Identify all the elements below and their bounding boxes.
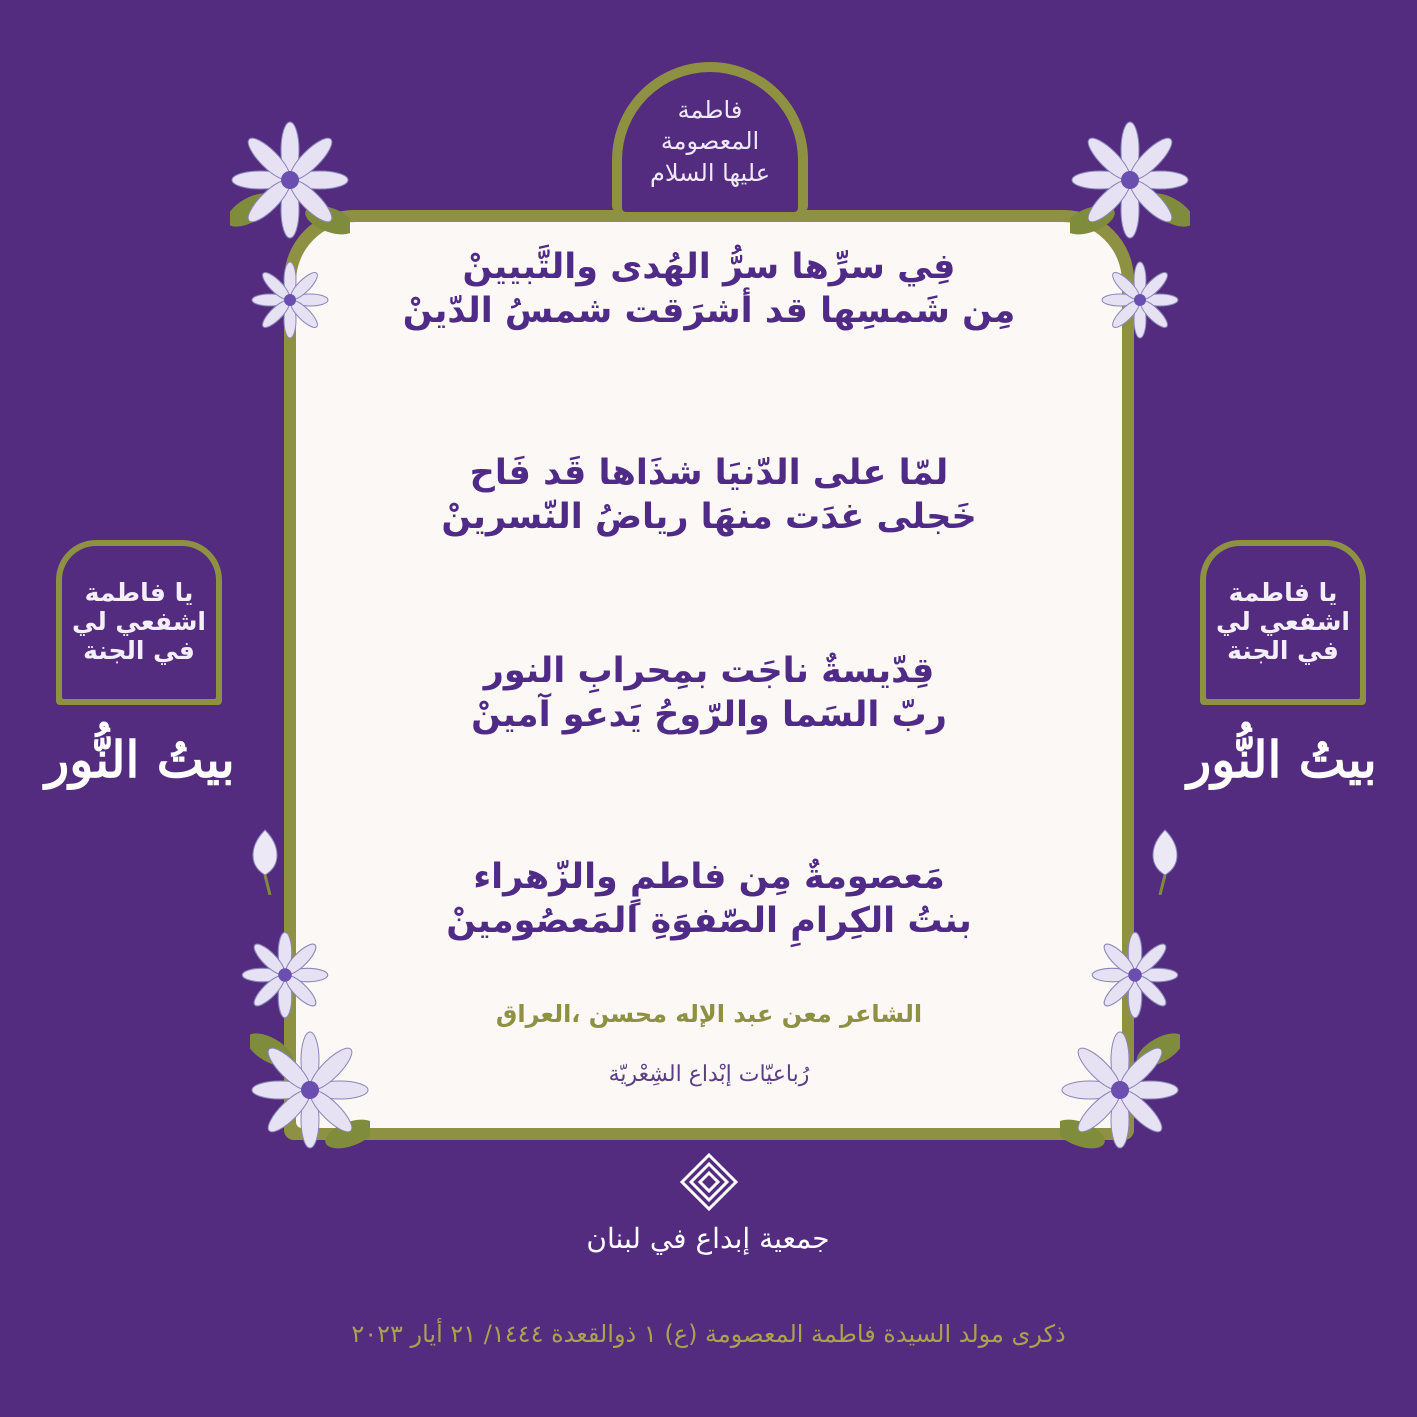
flower-mid-left-icon bbox=[240, 930, 330, 1020]
stanza-2-line-2: خَجلى غدَت منهَا رياضُ النّسرينْ bbox=[441, 496, 977, 537]
organization-logo: جمعية إبداع في لبنان bbox=[586, 1222, 830, 1255]
flower-mid-right-icon bbox=[1090, 930, 1180, 1020]
flower-bottom-left-icon bbox=[250, 1030, 370, 1150]
left-badge-inner bbox=[62, 546, 216, 699]
stanza-4 bbox=[320, 856, 1098, 944]
bellflower-left-icon bbox=[240, 825, 290, 895]
stanza-4-line-1: مَعصومةٌ مِن فاطمٍ والزّهراء bbox=[473, 857, 945, 897]
poet-credit: الشاعر معن عبد الإله محسن ،العراق bbox=[495, 1000, 923, 1028]
dome-calligraphy: فاطمة المعصومة عليها السلام bbox=[649, 96, 771, 187]
left-brand-logo: بيتُ النُّور bbox=[45, 730, 235, 789]
stanza-2 bbox=[320, 452, 1098, 540]
stanza-1-line-2: مِن شَمسِها قد أشرَقت شمسُ الدّينْ bbox=[402, 290, 1016, 331]
stanza-1 bbox=[320, 246, 1098, 334]
flower-top-left-icon bbox=[230, 120, 350, 240]
bellflower-right-icon bbox=[1140, 825, 1190, 895]
stanza-1-line-1: فِي سرِّها سرُّ الهُدى والتَّبيينْ bbox=[462, 247, 956, 287]
stanza-3 bbox=[320, 650, 1098, 738]
stanza-4-line-2: بنتُ الكِرامِ الصّفوَةِ المَعصُومينْ bbox=[446, 900, 972, 941]
right-badge-text: يا فاطمة اشفعي لي في الجنة bbox=[1216, 578, 1350, 665]
right-badge bbox=[1200, 540, 1366, 705]
stanza-2-line-1: لمّا على الدّنيَا شذَاها قَد فَاح bbox=[469, 453, 949, 493]
flower-small-right-icon bbox=[1100, 260, 1180, 340]
series-title: رُباعيّات إبْداع الشِعْريّة bbox=[608, 1062, 810, 1087]
flower-small-left-icon bbox=[250, 260, 330, 340]
kufic-logo-icon bbox=[679, 1152, 739, 1212]
right-brand-logo: بيتُ النُّور bbox=[1187, 730, 1377, 789]
stanza-3-line-1: قِدّيسةٌ ناجَت بمِحرابِ النور bbox=[483, 651, 935, 691]
footer-occasion: ذكرى مولد السيدة فاطمة المعصومة (ع) ١ ذوالقعدة ١٤٤٤/ ٢١ أيار ٢٠٢٣ bbox=[351, 1320, 1066, 1348]
left-badge-text: يا فاطمة اشفعي لي في الجنة bbox=[72, 578, 206, 665]
flower-bottom-right-icon bbox=[1060, 1030, 1180, 1150]
stanza-3-line-2: ربّ السَما والرّوحُ يَدعو آمينْ bbox=[471, 694, 947, 735]
flower-top-right-icon bbox=[1070, 120, 1190, 240]
right-badge-inner bbox=[1206, 546, 1360, 699]
left-badge bbox=[56, 540, 222, 705]
